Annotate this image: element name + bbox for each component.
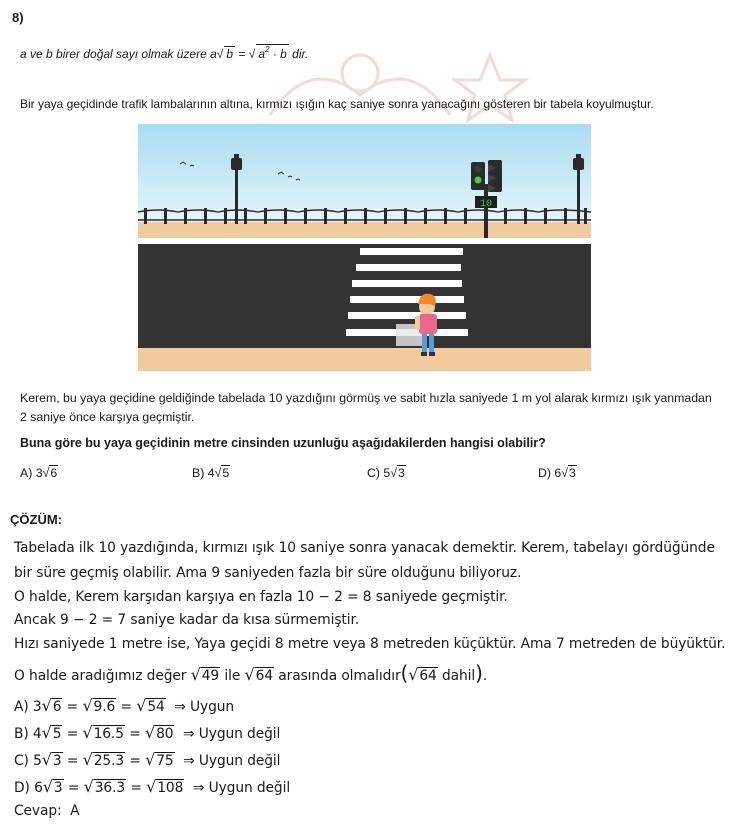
option-b[interactable]: B) 4√5: [192, 466, 230, 480]
near-sidewalk: [138, 348, 591, 371]
question-prompt: Buna göre bu yaya geçidinin metre cinsinden uzunluğu aşağıdakilerden hangisi olabilir?: [20, 436, 546, 450]
crosswalk-illustration: [138, 124, 591, 371]
option-a[interactable]: A) 3√6: [20, 466, 58, 480]
far-sidewalk: [138, 222, 591, 238]
solution-line-2: bir süre geçmiş olabilir. Ama 9 saniyeden fazla bir süre olduğunu biliyoruz.: [14, 565, 522, 581]
solution-range-line: O halde aradığımız değer √49 ile √64 arasında olmalıdır(√64 dahil).: [14, 661, 488, 685]
check-a: A) 3√6 = √9.6 = √54 ⇒ Uygun: [14, 696, 235, 715]
countdown-sign: 10: [479, 199, 493, 210]
check-d: D) 6√3 = √36.3 = √108 ⇒ Uygun değil: [14, 777, 291, 796]
solution-line-3: O halde, Kerem karşıdan karşıya en fazla 10 − 2 = 8 saniyede geçmiştir.: [14, 589, 508, 605]
check-b: B) 4√5 = √16.5 = √80 ⇒ Uygun değil: [14, 723, 281, 742]
solution-line-1: Tabelada ilk 10 yazdığında, kırmızı ışık 10 saniye sonra yanacak demektir. Kerem, tabelayı gördüğünde: [14, 540, 715, 556]
story-text: Kerem, bu yaya geçidine geldiğinde tabelada 10 yazdığını görmüş ve sabit hızla saniyede 1 m yol alarak kırmızı ışık yanmadan 2 saniye önce karşıya geçmiştir.: [20, 391, 712, 424]
answer-line: Cevap: A: [14, 803, 80, 819]
solution-line-5: Hızı saniyede 1 metre ise, Yaya geçidi 8 metre veya 8 metreden küçüktür. Ama 7 metreden de büyüktür.: [14, 636, 726, 652]
solution-title: ÇÖZÜM:: [10, 512, 62, 527]
option-d[interactable]: D) 6√3: [538, 466, 576, 480]
intro-text: Bir yaya geçidinde trafik lambalarının altına, kırmızı ışığın kaç saniye sonra yanacağını gösteren bir tabela koyulmuştur.: [20, 97, 654, 111]
solution-line-4: Ancak 9 − 2 = 7 saniye kadar da kısa sürmemiştir.: [14, 612, 360, 628]
question-number: 8): [12, 10, 24, 25]
check-c: C) 5√3 = √25.3 = √75 ⇒ Uygun değil: [14, 750, 281, 769]
option-c[interactable]: C) 5√3: [367, 466, 405, 480]
premise-line: a ve b birer doğal sayı olmak üzere a√ b = √ $a^2 \cdot b$ dir.: [20, 45, 309, 61]
